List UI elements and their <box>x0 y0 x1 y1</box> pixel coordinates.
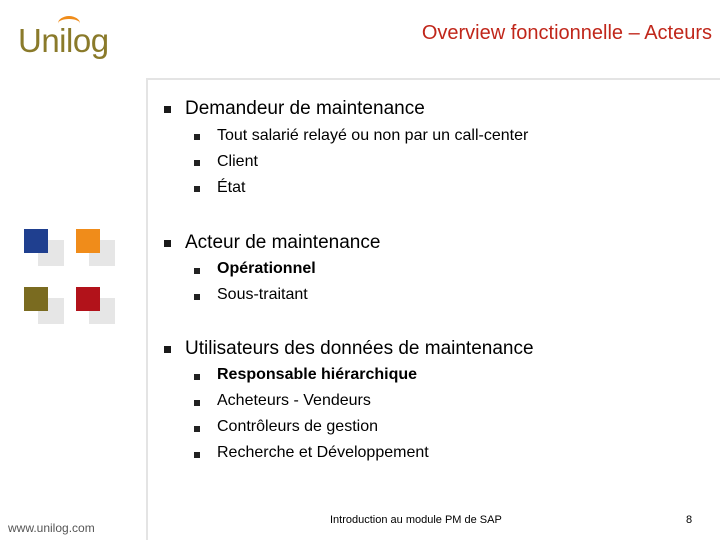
bullet-icon <box>194 160 200 166</box>
bullet-icon <box>194 134 200 140</box>
bullet-icon <box>164 106 171 113</box>
bullet-icon <box>194 426 200 432</box>
blue-square-icon <box>24 229 48 253</box>
page-title: Overview fonctionnelle – Acteurs <box>421 22 712 44</box>
section-heading: Acteur de maintenance <box>185 232 381 253</box>
vertical-divider <box>146 78 148 540</box>
section-heading: Utilisateurs des données de maintenance <box>185 338 534 359</box>
list-item: Tout salarié relayé ou non par un call-center <box>217 127 529 144</box>
bullet-icon <box>164 346 171 353</box>
footer-caption: Introduction au module PM de SAP <box>330 514 502 526</box>
bullet-icon <box>194 294 200 300</box>
bullet-icon <box>194 452 200 458</box>
section-heading: Demandeur de maintenance <box>185 98 425 119</box>
red-square-icon <box>76 287 100 311</box>
bullet-icon <box>194 186 200 192</box>
logo-arc-icon <box>58 16 80 31</box>
bullet-icon <box>164 240 171 247</box>
unilog-logo: Unilog <box>18 22 109 59</box>
olive-square-icon <box>24 287 48 311</box>
list-item: Client <box>217 153 258 170</box>
list-item: Responsable hiérarchique <box>217 366 418 383</box>
list-item: Contrôleurs de gestion <box>217 418 378 435</box>
page-number: 8 <box>686 514 693 526</box>
list-item: État <box>217 179 246 196</box>
bullet-icon <box>194 268 200 274</box>
list-item: Recherche et Développement <box>217 444 429 461</box>
bullet-icon <box>194 400 200 406</box>
orange-square-icon <box>76 229 100 253</box>
bullet-icon <box>194 374 200 380</box>
footer-url-link[interactable]: www.unilog.com <box>8 521 95 535</box>
list-item: Opérationnel <box>217 260 316 277</box>
horizontal-divider <box>146 78 720 80</box>
list-item: Acheteurs - Vendeurs <box>217 392 371 409</box>
list-item: Sous-traitant <box>217 286 308 303</box>
sidebar <box>0 0 148 540</box>
